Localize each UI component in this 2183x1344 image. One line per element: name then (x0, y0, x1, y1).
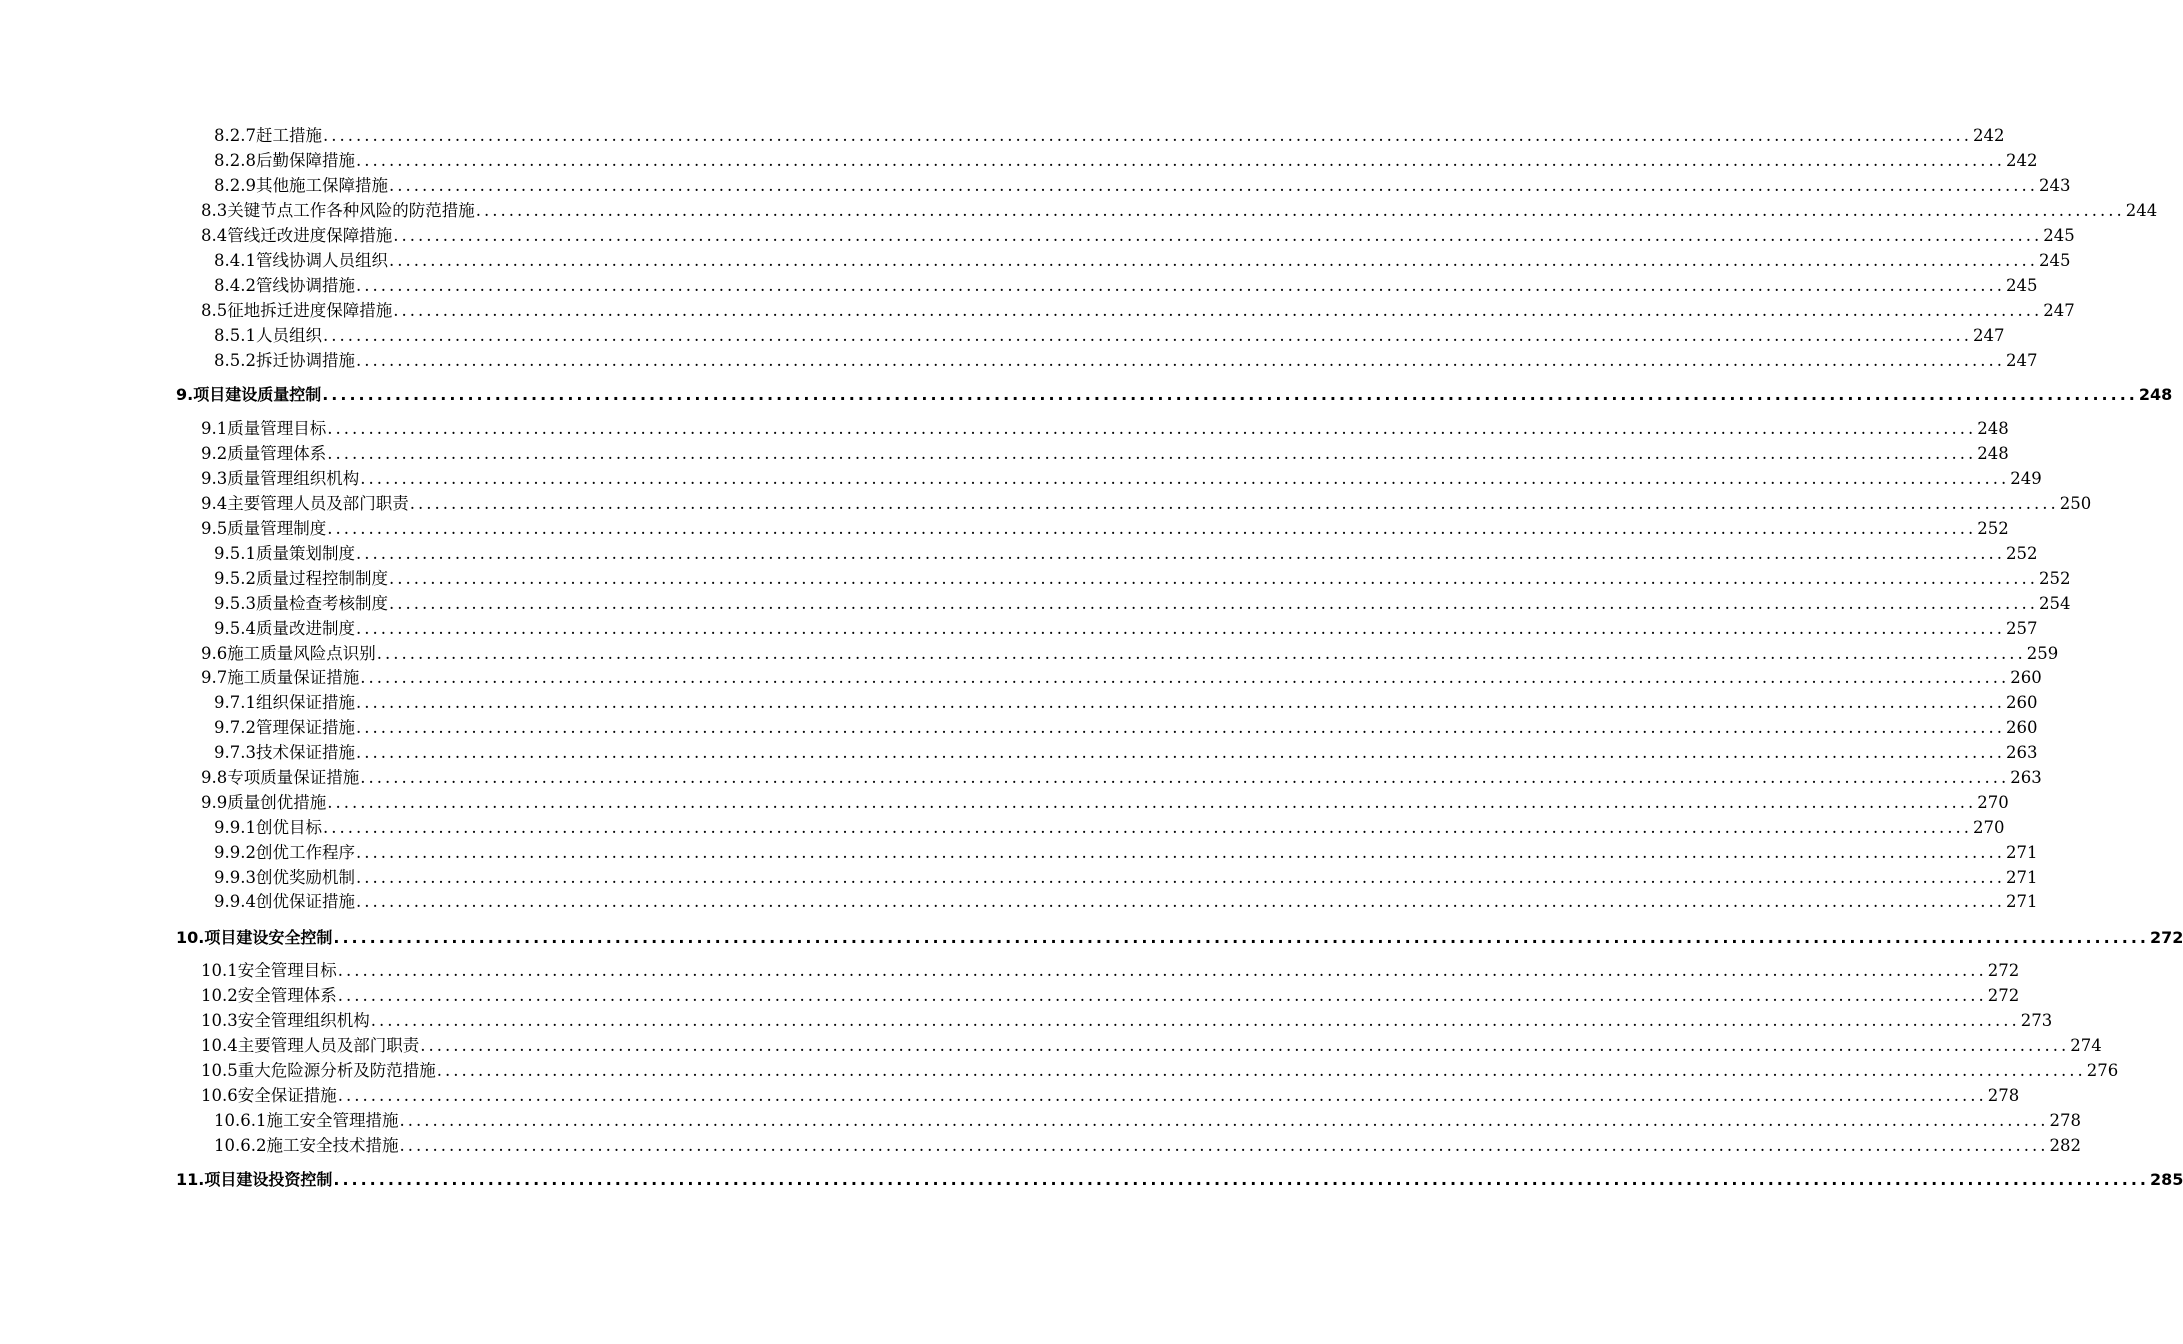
toc-leader-dots: ........................................................................................................................................................................................................ (327, 419, 1977, 438)
toc-leader-dots: ........................................................................................................................................................................................................ (355, 619, 2005, 638)
toc-entry-title: 9.5质量管理制度 (201, 519, 327, 538)
toc-leader-dots: ........................................................................................................................................................................................................ (436, 1061, 2086, 1080)
toc-entry-page: 273 (2020, 1011, 2053, 1030)
toc-entry-page: 245 (2038, 251, 2071, 270)
toc-entry-title: 8.5.1人员组织 (214, 326, 322, 345)
toc-leader-dots: ........................................................................................................................................................................................................ (327, 444, 1977, 463)
toc-entry-title: 11.项目建设投资控制 (176, 1170, 333, 1189)
toc-entry[interactable] (214, 693, 2038, 713)
toc-leader-dots: ........................................................................................................................................................................................................ (370, 1011, 2020, 1030)
toc-entry[interactable] (201, 1036, 2102, 1056)
toc-leader-dots: ........................................................................................................................................................................................................ (388, 251, 2038, 270)
toc-entry-title: 9.9.1创优目标 (214, 818, 322, 837)
toc-entry-page: 244 (2125, 201, 2158, 220)
toc-entry[interactable] (214, 126, 2005, 146)
toc-entry[interactable] (201, 1061, 2119, 1081)
toc-entry-page: 270 (1977, 793, 2009, 812)
toc-entry-title: 8.4.2管线协调措施 (214, 276, 355, 295)
toc-leader-dots: ........................................................................................................................................................................................................ (355, 151, 2005, 170)
toc-leader-dots: ........................................................................................................................................................................................................ (327, 519, 1977, 538)
toc-entry-title: 9.9.4创优保证措施 (214, 892, 355, 911)
toc-entry-title: 10.1安全管理目标 (201, 961, 337, 980)
toc-leader-dots: ........................................................................................................................................................................................................ (475, 201, 2125, 220)
toc-leader-dots: ........................................................................................................................................................................................................ (355, 743, 2005, 762)
toc-entry-page: 260 (2005, 693, 2038, 712)
toc-entry-title: 10.2安全管理体系 (201, 986, 337, 1005)
toc-entry-title: 10.5重大危险源分析及防范措施 (201, 1061, 436, 1080)
toc-entry[interactable] (201, 419, 2009, 439)
toc-entry[interactable] (201, 226, 2075, 246)
toc-leader-dots: ........................................................................................................................................................................................................ (337, 1086, 1987, 1105)
toc-entry[interactable] (201, 668, 2042, 688)
toc-leader-dots: ........................................................................................................................................................................................................ (360, 469, 2010, 488)
toc-entry-title: 9.7.3技术保证措施 (214, 743, 355, 762)
toc-leader-dots: ........................................................................................................................................................................................................ (399, 1136, 2049, 1155)
toc-entry[interactable] (201, 1011, 2053, 1031)
toc-leader-dots: ........................................................................................................................................................................................................ (355, 276, 2005, 295)
toc-entry-page: 248 (1977, 419, 2009, 438)
toc-entry-title: 9.4主要管理人员及部门职责 (201, 494, 409, 513)
toc-entry[interactable] (201, 961, 2020, 981)
toc-entry[interactable] (214, 326, 2005, 346)
toc-entry-title: 8.2.8后勤保障措施 (214, 151, 355, 170)
toc-entry-page: 247 (2005, 351, 2038, 370)
toc-leader-dots: ........................................................................................................................................................................................................ (322, 326, 1972, 345)
toc-entry[interactable] (214, 818, 2005, 838)
toc-entry[interactable] (214, 743, 2038, 763)
toc-leader-dots: ........................................................................................................................................................................................................ (355, 718, 2005, 737)
toc-entry[interactable] (214, 544, 2038, 564)
toc-entry-title: 9.1质量管理目标 (201, 419, 327, 438)
toc-entry[interactable] (201, 1086, 2020, 1106)
toc-leader-dots: ........................................................................................................................................................................................................ (409, 494, 2059, 513)
toc-entry[interactable] (176, 1170, 2183, 1190)
toc-entry-title: 9.5.3质量检查考核制度 (214, 594, 388, 613)
toc-entry[interactable] (214, 1111, 2081, 1131)
toc-entry-title: 10.6安全保证措施 (201, 1086, 337, 1105)
toc-entry-page: 263 (2005, 743, 2038, 762)
toc-entry-title: 9.7.2管理保证措施 (214, 718, 355, 737)
toc-entry[interactable] (214, 843, 2038, 863)
toc-entry-title: 9.5.4质量改进制度 (214, 619, 355, 638)
toc-entry-title: 9.8专项质量保证措施 (201, 768, 360, 787)
toc-entry-title: 10.4主要管理人员及部门职责 (201, 1036, 420, 1055)
toc-entry[interactable] (201, 793, 2009, 813)
toc-entry-page: 285 (2149, 1170, 2183, 1189)
toc-entry[interactable] (201, 301, 2075, 321)
toc-leader-dots: ........................................................................................................................................................................................................ (355, 892, 2005, 911)
toc-entry-title: 8.2.9其他施工保障措施 (214, 176, 388, 195)
toc-entry[interactable] (214, 151, 2038, 171)
toc-entry-page: 271 (2005, 868, 2038, 887)
toc-entry-page: 243 (2038, 176, 2071, 195)
toc-leader-dots: ........................................................................................................................................................................................................ (388, 594, 2038, 613)
toc-entry[interactable] (214, 569, 2071, 589)
toc-entry-title: 8.5.2拆迁协调措施 (214, 351, 355, 370)
toc-leader-dots: ........................................................................................................................................................................................................ (337, 986, 1987, 1005)
toc-entry[interactable] (214, 1136, 2081, 1156)
toc-entry[interactable] (214, 892, 2038, 912)
toc-entry[interactable] (214, 351, 2038, 371)
toc-entry[interactable] (176, 385, 2173, 405)
toc-entry-page: 242 (2005, 151, 2038, 170)
toc-entry-page: 282 (2049, 1136, 2081, 1155)
toc-entry-page: 247 (1972, 326, 2005, 345)
toc-entry-page: 245 (2043, 226, 2075, 245)
toc-entry-page: 260 (2005, 718, 2038, 737)
toc-leader-dots: ........................................................................................................................................................................................................ (322, 126, 1972, 145)
toc-entry[interactable] (214, 594, 2071, 614)
toc-entry-page: 278 (1987, 1086, 2020, 1105)
toc-entry-page: 242 (1972, 126, 2005, 145)
toc-leader-dots: ........................................................................................................................................................................................................ (388, 569, 2038, 588)
toc-entry-page: 270 (1972, 818, 2005, 837)
toc-entry-page: 254 (2038, 594, 2071, 613)
toc-leader-dots: ........................................................................................................................................................................................................ (327, 793, 1977, 812)
toc-entry-page: 272 (1987, 986, 2020, 1005)
toc-entry[interactable] (214, 619, 2038, 639)
toc-entry-title: 8.2.7赶工措施 (214, 126, 322, 145)
toc-entry-page: 249 (2010, 469, 2042, 488)
toc-leader-dots: ........................................................................................................................................................................................................ (360, 668, 2010, 687)
toc-entry-page: 245 (2005, 276, 2038, 295)
toc-leader-dots: ........................................................................................................................................................................................................ (322, 385, 2138, 404)
toc-leader-dots: ........................................................................................................................................................................................................ (399, 1111, 2049, 1130)
toc-entry[interactable] (201, 469, 2042, 489)
toc-entry-title: 8.4管线迁改进度保障措施 (201, 226, 393, 245)
toc-entry[interactable] (214, 868, 2038, 888)
toc-entry-title: 9.9质量创优措施 (201, 793, 327, 812)
toc-leader-dots: ........................................................................................................................................................................................................ (360, 768, 2010, 787)
toc-entry-page: 252 (2005, 544, 2038, 563)
toc-entry[interactable] (201, 444, 2009, 464)
toc-leader-dots: ........................................................................................................................................................................................................ (355, 868, 2005, 887)
toc-entry[interactable] (214, 718, 2038, 738)
toc-leader-dots: ........................................................................................................................................................................................................ (376, 644, 2026, 663)
toc-entry-title: 9.7施工质量保证措施 (201, 668, 360, 687)
toc-entry-page: 263 (2010, 768, 2042, 787)
toc-leader-dots: ........................................................................................................................................................................................................ (337, 961, 1987, 980)
toc-entry-page: 271 (2005, 892, 2038, 911)
toc-leader-dots: ........................................................................................................................................................................................................ (355, 693, 2005, 712)
toc-entry-title: 10.6.1施工安全管理措施 (214, 1111, 399, 1130)
toc-entry-title: 9.6施工质量风险点识别 (201, 644, 376, 663)
toc-entry-page: 248 (2138, 385, 2173, 404)
toc-entry-title: 8.4.1管线协调人员组织 (214, 251, 388, 270)
toc-entry-title: 9.5.2质量过程控制制度 (214, 569, 388, 588)
toc-entry-title: 8.5征地拆迁进度保障措施 (201, 301, 393, 320)
toc-entry[interactable] (201, 986, 2020, 1006)
toc-entry-title: 9.2质量管理体系 (201, 444, 327, 463)
toc-leader-dots: ........................................................................................................................................................................................................ (322, 818, 1972, 837)
toc-entry-page: 250 (2059, 494, 2092, 513)
toc-entry-title: 10.6.2施工安全技术措施 (214, 1136, 399, 1155)
toc-entry-page: 278 (2049, 1111, 2081, 1130)
toc-entry[interactable] (201, 644, 2059, 664)
toc-entry[interactable] (201, 494, 2092, 514)
toc-entry-title: 10.项目建设安全控制 (176, 928, 333, 947)
toc-entry-page: 257 (2005, 619, 2038, 638)
toc-entry-page: 259 (2026, 644, 2059, 663)
toc-entry[interactable] (201, 768, 2042, 788)
toc-entry-title: 9.9.2创优工作程序 (214, 843, 355, 862)
toc-leader-dots: ........................................................................................................................................................................................................ (420, 1036, 2070, 1055)
toc-entry-title: 9.项目建设质量控制 (176, 385, 322, 404)
toc-entry[interactable] (201, 201, 2158, 221)
toc-entry-page: 248 (1977, 444, 2009, 463)
toc-leader-dots: ........................................................................................................................................................................................................ (388, 176, 2038, 195)
toc-entry[interactable] (214, 251, 2071, 271)
toc-entry-title: 9.5.1质量策划制度 (214, 544, 355, 563)
toc-entry-title: 9.7.1组织保证措施 (214, 693, 355, 712)
toc-entry[interactable] (201, 519, 2009, 539)
toc-leader-dots: ........................................................................................................................................................................................................ (355, 843, 2005, 862)
toc-entry-page: 276 (2086, 1061, 2119, 1080)
toc-entry-title: 10.3安全管理组织机构 (201, 1011, 370, 1030)
toc-entry-title: 9.9.3创优奖励机制 (214, 868, 355, 887)
toc-entry-title: 9.3质量管理组织机构 (201, 469, 360, 488)
toc-entry[interactable] (214, 276, 2038, 296)
toc-entry-page: 274 (2070, 1036, 2102, 1055)
toc-leader-dots: ........................................................................................................................................................................................................ (393, 226, 2043, 245)
toc-entry-page: 272 (1987, 961, 2020, 980)
toc-leader-dots: ........................................................................................................................................................................................................ (355, 544, 2005, 563)
toc-leader-dots: ........................................................................................................................................................................................................ (333, 928, 2149, 947)
toc-leader-dots: ........................................................................................................................................................................................................ (393, 301, 2043, 320)
toc-entry-page: 252 (2038, 569, 2071, 588)
toc-entry-page: 260 (2010, 668, 2042, 687)
toc-leader-dots: ........................................................................................................................................................................................................ (333, 1170, 2149, 1189)
toc-entry-page: 252 (1977, 519, 2009, 538)
toc-entry[interactable] (214, 176, 2071, 196)
toc-entry-page: 272 (2149, 928, 2183, 947)
toc-leader-dots: ........................................................................................................................................................................................................ (355, 351, 2005, 370)
toc-entry-page: 271 (2005, 843, 2038, 862)
toc-entry-title: 8.3关键节点工作各种风险的防范措施 (201, 201, 475, 220)
toc-entry[interactable] (176, 928, 2183, 948)
toc-entry-page: 247 (2043, 301, 2075, 320)
